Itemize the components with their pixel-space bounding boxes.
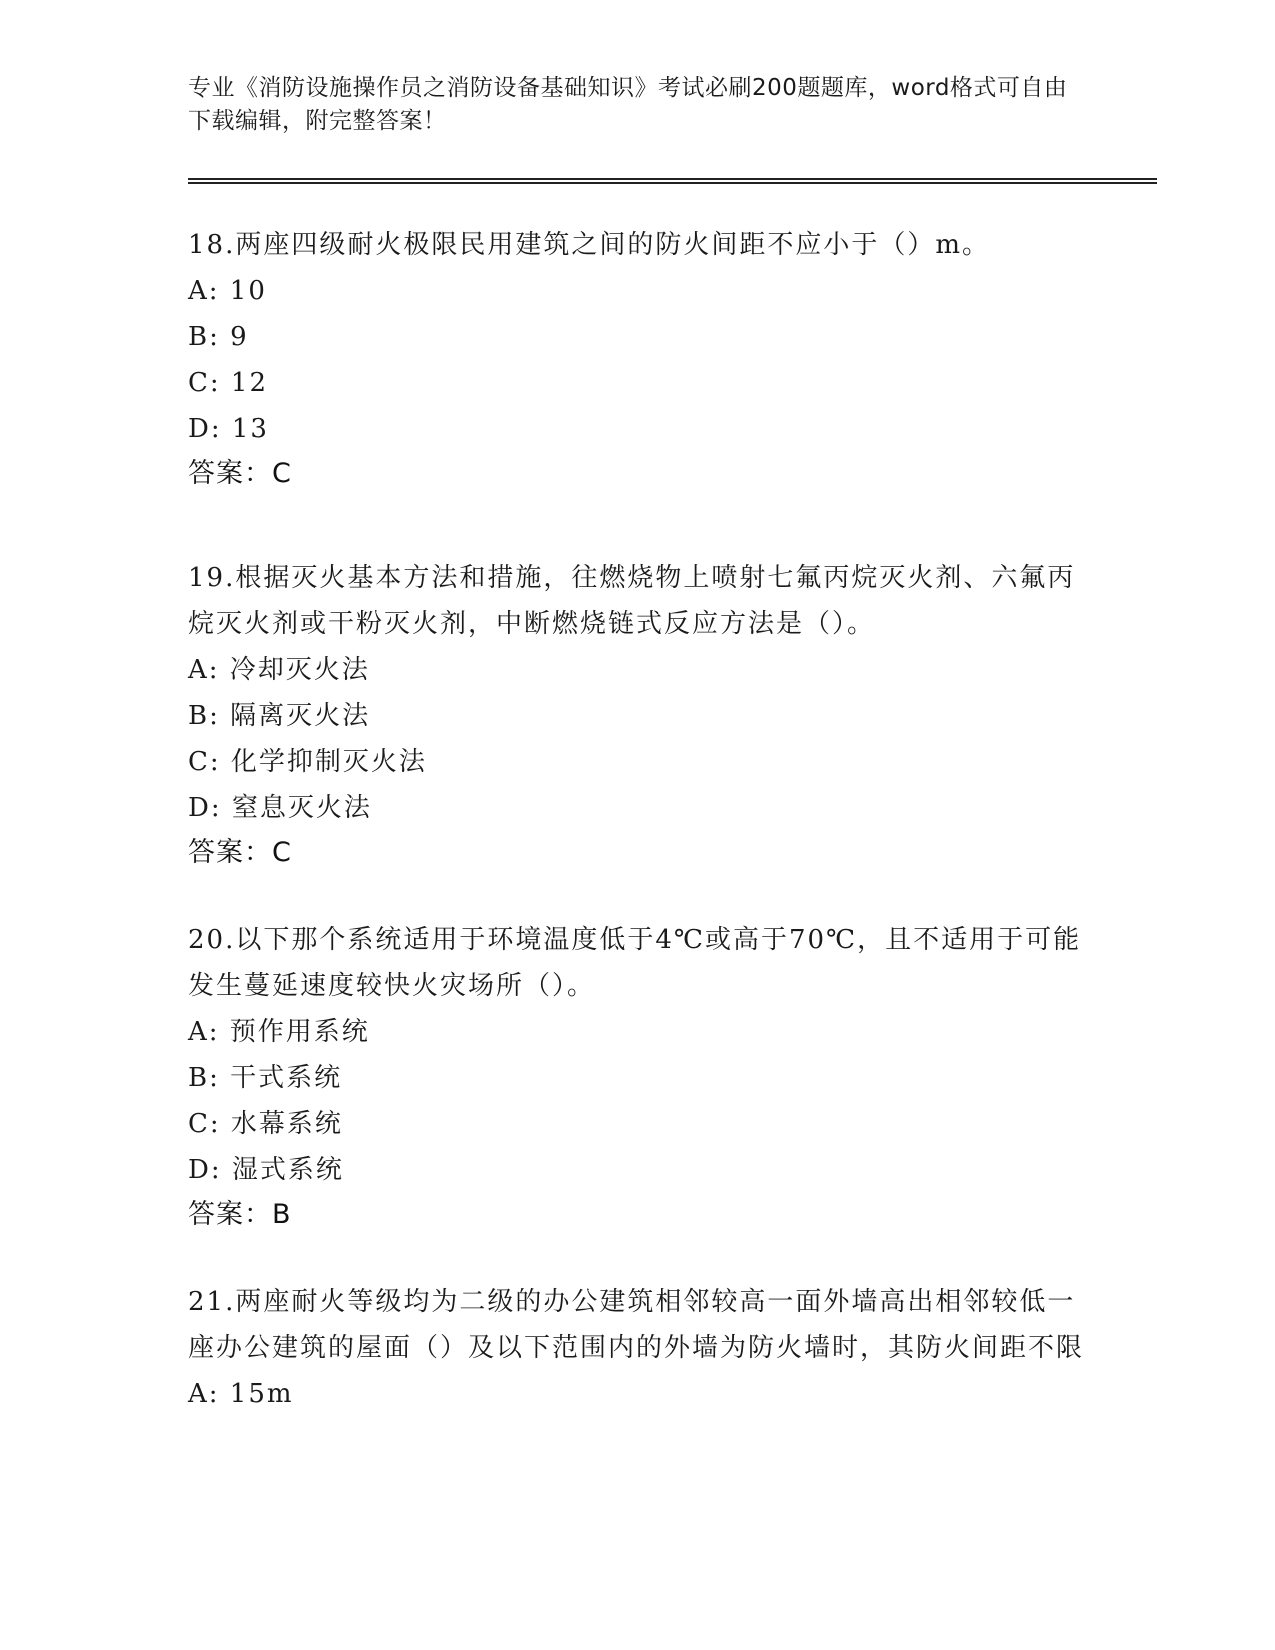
question-stem: 21.两座耐火等级均为二级的办公建筑相邻较高一面外墙高出相邻较低一座办公建筑的屋面（）及以下范围内的外墙为防火墙时，其防火间距不限 [188, 1287, 1085, 1363]
option-b: B: 干式系统 [188, 1063, 343, 1093]
question-21 [188, 1279, 1088, 1417]
option-c: C: 12 [188, 368, 269, 398]
answer: 答案：C [188, 837, 292, 868]
question-stem: 20.以下那个系统适用于环境温度低于4℃或高于70℃，且不适用于可能发生蔓延速度较快火灾场所（）。 [188, 925, 1082, 1001]
question-18 [188, 222, 1088, 496]
option-b: B: 隔离灭火法 [188, 701, 371, 731]
option-d: D: 窒息灭火法 [188, 793, 372, 823]
answer: 答案：B [188, 1199, 292, 1230]
option-c: C: 水幕系统 [188, 1109, 343, 1139]
question-20 [188, 917, 1088, 1237]
header-text: 专业《消防设施操作员之消防设备基础知识》考试必刷200题题库，word格式可自由下载编辑，附完整答案！ [188, 75, 1068, 134]
option-c: C: 化学抑制灭火法 [188, 747, 427, 777]
question-19 [188, 555, 1088, 875]
option-a: A: 预作用系统 [188, 1017, 370, 1047]
document-header [188, 72, 1088, 138]
header-double-rule [188, 178, 1157, 184]
option-d: D: 13 [188, 414, 269, 444]
option-a: A: 15m [188, 1379, 294, 1409]
option-d: D: 湿式系统 [188, 1155, 344, 1185]
question-stem: 19.根据灭火基本方法和措施，往燃烧物上喷射七氟丙烷灭火剂、六氟丙烷灭火剂或干粉灭火剂，中断燃烧链式反应方法是（）。 [188, 563, 1076, 639]
option-a: A: 10 [188, 276, 267, 306]
question-stem: 18.两座四级耐火极限民用建筑之间的防火间距不应小于（）m。 [188, 230, 991, 260]
option-b: B: 9 [188, 322, 249, 352]
answer: 答案：C [188, 458, 292, 489]
option-a: A: 冷却灭火法 [188, 655, 370, 685]
